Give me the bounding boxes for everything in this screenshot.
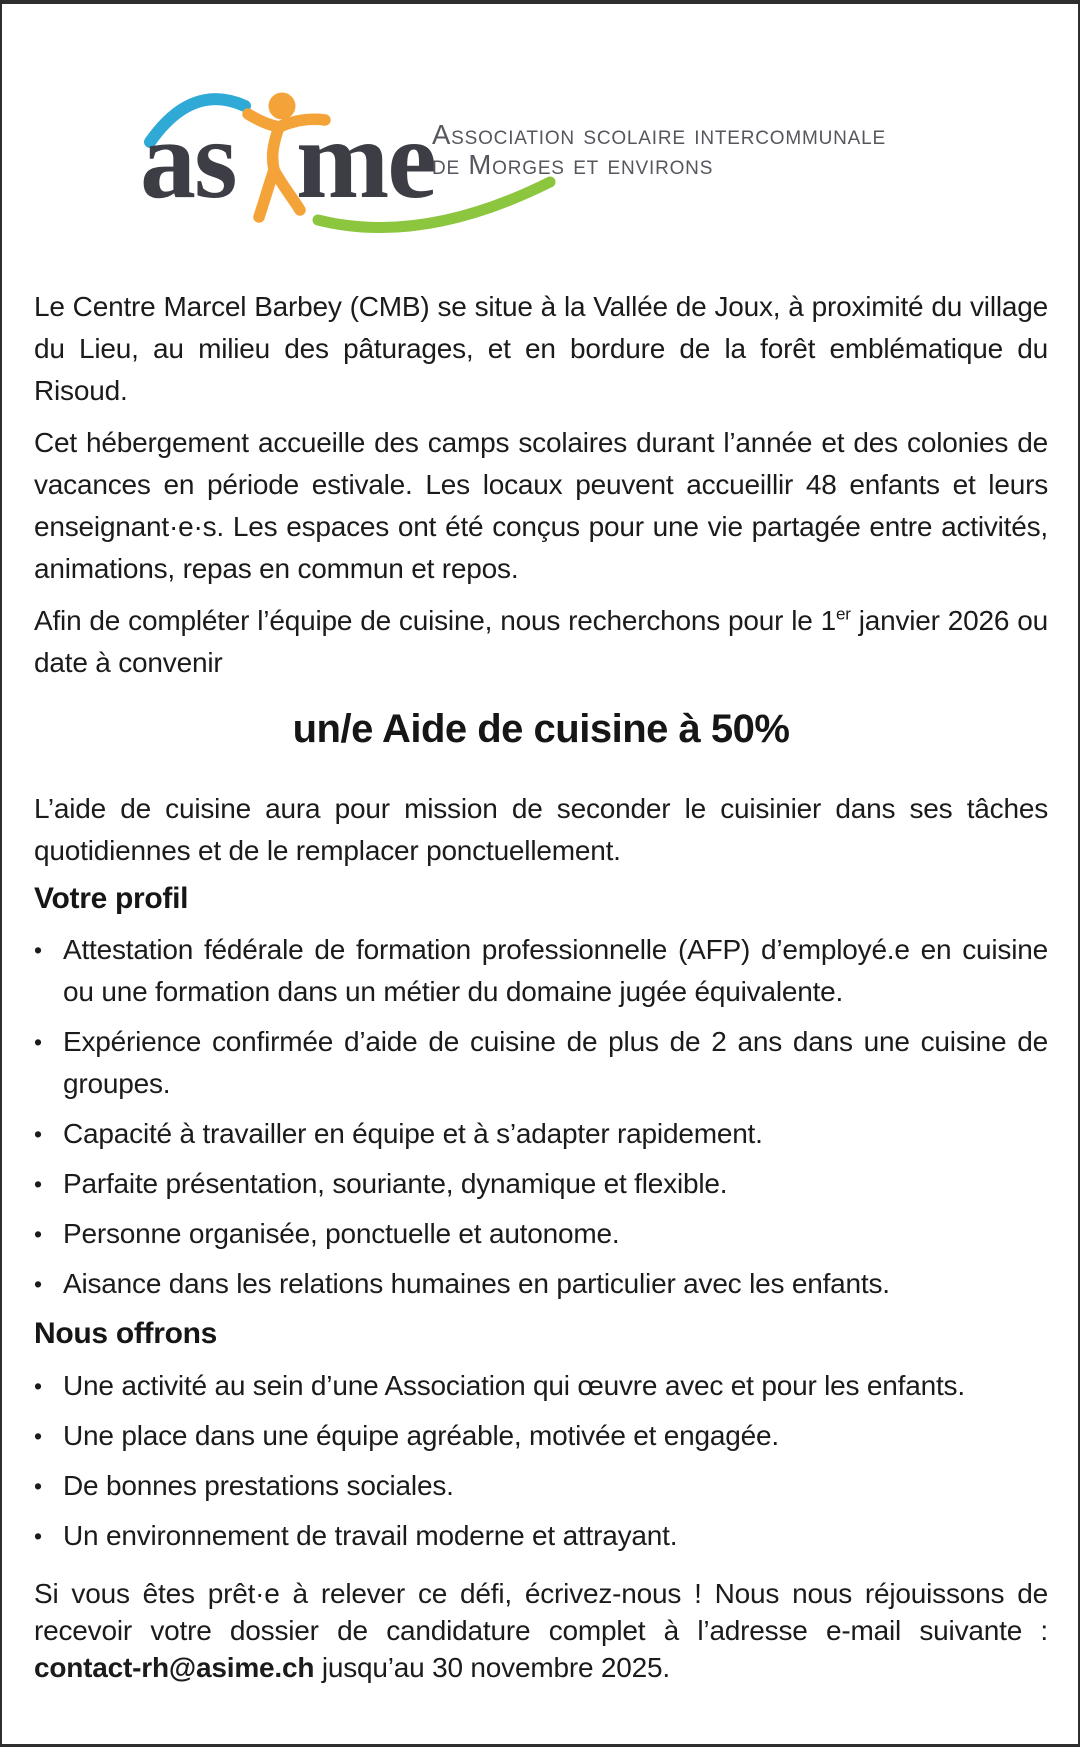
logo-header <box>34 64 1048 236</box>
bullet-icon: • <box>34 1029 42 1055</box>
list-item <box>34 1213 1048 1255</box>
organization-name-line1: Association scolaire intercommunale <box>432 119 886 150</box>
list-item-text: Personne organisée, ponctuelle et autonome. <box>63 1218 620 1249</box>
offer-list <box>34 1365 1048 1557</box>
profile-heading: Votre profil <box>34 882 189 915</box>
list-item <box>34 1263 1048 1305</box>
ordinal-superscript: er <box>836 604 851 624</box>
list-item-text: Expérience confirmée d’aide de cuisine de plus de 2 ans dans une cuisine de groupes. <box>63 1026 1048 1099</box>
bullet-icon: • <box>34 1271 42 1297</box>
job-title: un/e Aide de cuisine à 50% <box>292 707 790 751</box>
list-item <box>34 1415 1048 1457</box>
list-item <box>34 1365 1048 1407</box>
organization-name <box>432 120 886 180</box>
bullet-icon: • <box>34 1523 42 1549</box>
list-item-text: Aisance dans les relations humaines en particulier avec les enfants. <box>63 1268 890 1299</box>
application-text: Si vous êtes prêt·e à relever ce défi, écrivez-nous ! Nous nous réjouissons de recevoir votre dossier de candidature complet à l’adresse e-mail suivante : <box>34 1578 1048 1646</box>
contact-email: contact-rh@asime.ch <box>34 1652 315 1683</box>
bullet-icon: • <box>34 1373 42 1399</box>
offer-heading: Nous offrons <box>34 1317 218 1350</box>
list-item-text: Attestation fédérale de formation professionnelle (AFP) d’employé.e en cuisine ou une formation dans un métier du domaine jugée équivalente. <box>63 934 1048 1007</box>
bullet-icon: • <box>34 1121 42 1147</box>
intro-paragraph-location: Le Centre Marcel Barbey (CMB) se situe à la Vallée de Joux, à proximité du village du Lieu, au milieu des pâturages, et en bordure de la forêt emblématique du Risoud. <box>34 291 1048 406</box>
intro-paragraph-recruitment <box>34 600 1048 684</box>
recruitment-text: Afin de compléter l’équipe de cuisine, nous recherchons pour le 1 <box>34 605 836 636</box>
intro-paragraph-description: Cet hébergement accueille des camps scolaires durant l’année et des colonies de vacances en période estivale. Les locaux peuvent accueillir 48 enfants et leurs enseignant·e·s. Les espaces ont été conçus pour une vie partagée entre activités, animations, repas en commun et repos. <box>34 427 1048 584</box>
bullet-icon: • <box>34 1473 42 1499</box>
list-item-text: Capacité à travailler en équipe et à s’adapter rapidement. <box>63 1118 763 1149</box>
list-item-text: Une activité au sein d’une Association qui œuvre avec et pour les enfants. <box>63 1370 965 1401</box>
list-item-text: De bonnes prestations sociales. <box>63 1470 454 1501</box>
list-item <box>34 1163 1048 1205</box>
bullet-icon: • <box>34 1171 42 1197</box>
list-item-text: Une place dans une équipe agréable, motivée et engagée. <box>63 1420 779 1451</box>
bullet-icon: • <box>34 937 42 963</box>
list-item-text: Un environnement de travail moderne et attrayant. <box>63 1520 678 1551</box>
list-item <box>34 1113 1048 1155</box>
logo-wordmark-me: me <box>296 98 436 222</box>
application-deadline-text: jusqu’au 30 novembre 2025. <box>314 1652 670 1683</box>
application-paragraph <box>34 1575 1048 1686</box>
list-item-text: Parfaite présentation, souriante, dynamique et flexible. <box>63 1168 728 1199</box>
list-item <box>34 1465 1048 1507</box>
logo-wordmark-as: as <box>140 98 236 222</box>
mission-paragraph: L’aide de cuisine aura pour mission de seconder le cuisinier dans ses tâches quotidiennes et de le remplacer ponctuellement. <box>34 793 1048 866</box>
profile-list <box>34 929 1048 1305</box>
organization-name-line2: de Morges et environs <box>432 149 714 180</box>
list-item <box>34 1515 1048 1557</box>
recruitment-text-continued: janvier 2026 ou date à convenir <box>34 605 1048 678</box>
list-item <box>34 929 1048 1013</box>
bullet-icon: • <box>34 1221 42 1247</box>
list-item <box>34 1021 1048 1105</box>
bullet-icon: • <box>34 1423 42 1449</box>
